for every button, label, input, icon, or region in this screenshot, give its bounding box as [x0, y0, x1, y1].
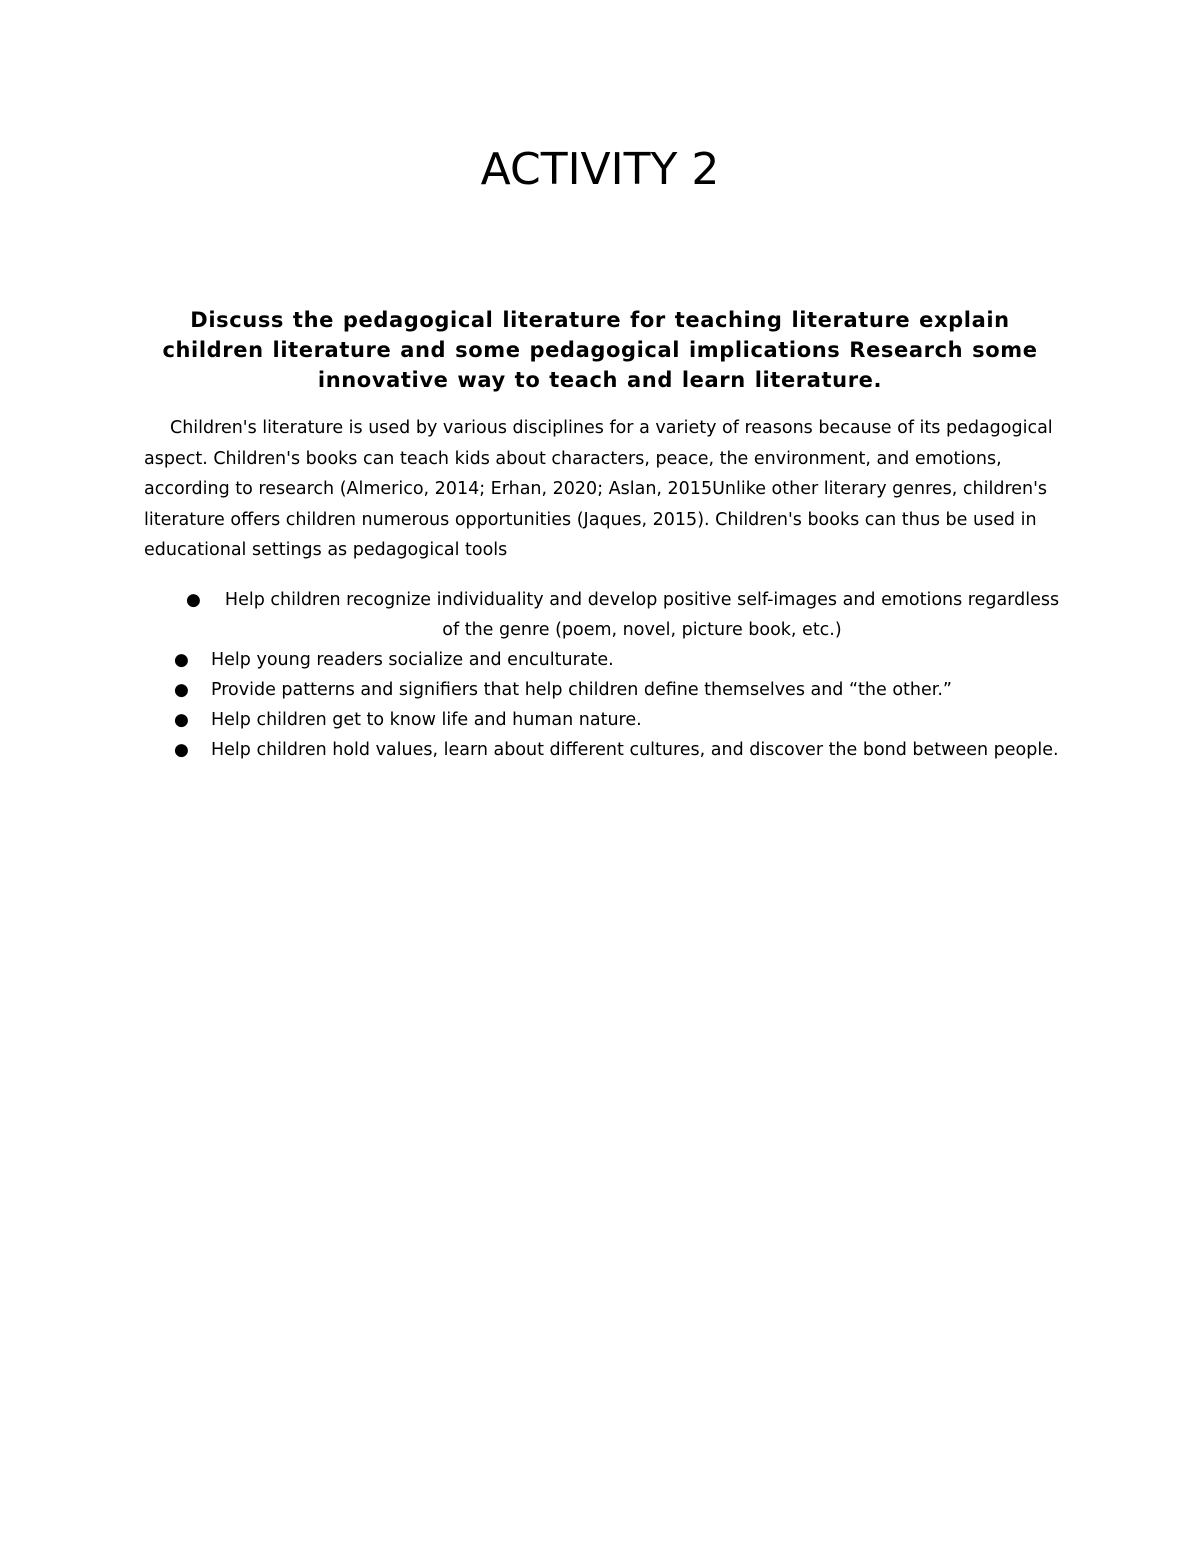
list-item-text: Help children get to know life and human nature.: [211, 710, 642, 730]
bullet-icon: ●: [174, 680, 189, 700]
list-item-text: Help young readers socialize and enculturate.: [211, 650, 614, 670]
bullet-icon: ●: [174, 650, 189, 670]
list-item: [0, 585, 1200, 645]
list-item: [0, 735, 1200, 765]
document-title: ACTIVITY 2: [480, 144, 720, 195]
intro-paragraph: Children's literature is used by various disciplines for a variety of reasons because of its pedagogical aspect. Children's books can teach kids about characters, peace, the environment, and emotions, according to research (Almerico, 2014; Erhan, 2020; Aslan, 2015Unlike other literary genres, children's literature offers children numerous opportunities (Jaques, 2015). Children's books can thus be used in educational settings as pedagogical tools: [144, 418, 1053, 560]
bullet-icon: ●: [174, 740, 189, 760]
activity-question: Discuss the pedagogical literature for teaching literature explain children literature and some pedagogical implications Research some innovative way to teach and learn literature.: [162, 308, 1038, 392]
bullet-list: [0, 585, 1200, 765]
bullet-icon: ●: [186, 590, 201, 610]
list-item-text: Provide patterns and signifiers that help children define themselves and “the other.”: [211, 680, 952, 700]
list-item: [0, 705, 1200, 735]
bullet-icon: ●: [174, 710, 189, 730]
list-item-text: Help children hold values, learn about different cultures, and discover the bond between people.: [211, 740, 1059, 760]
list-item-text: Help children recognize individuality and develop positive self-images and emotions regardless of the genre (poem, novel, picture book, etc.): [224, 590, 1060, 640]
list-item: [0, 675, 1200, 705]
list-item: [0, 645, 1200, 675]
